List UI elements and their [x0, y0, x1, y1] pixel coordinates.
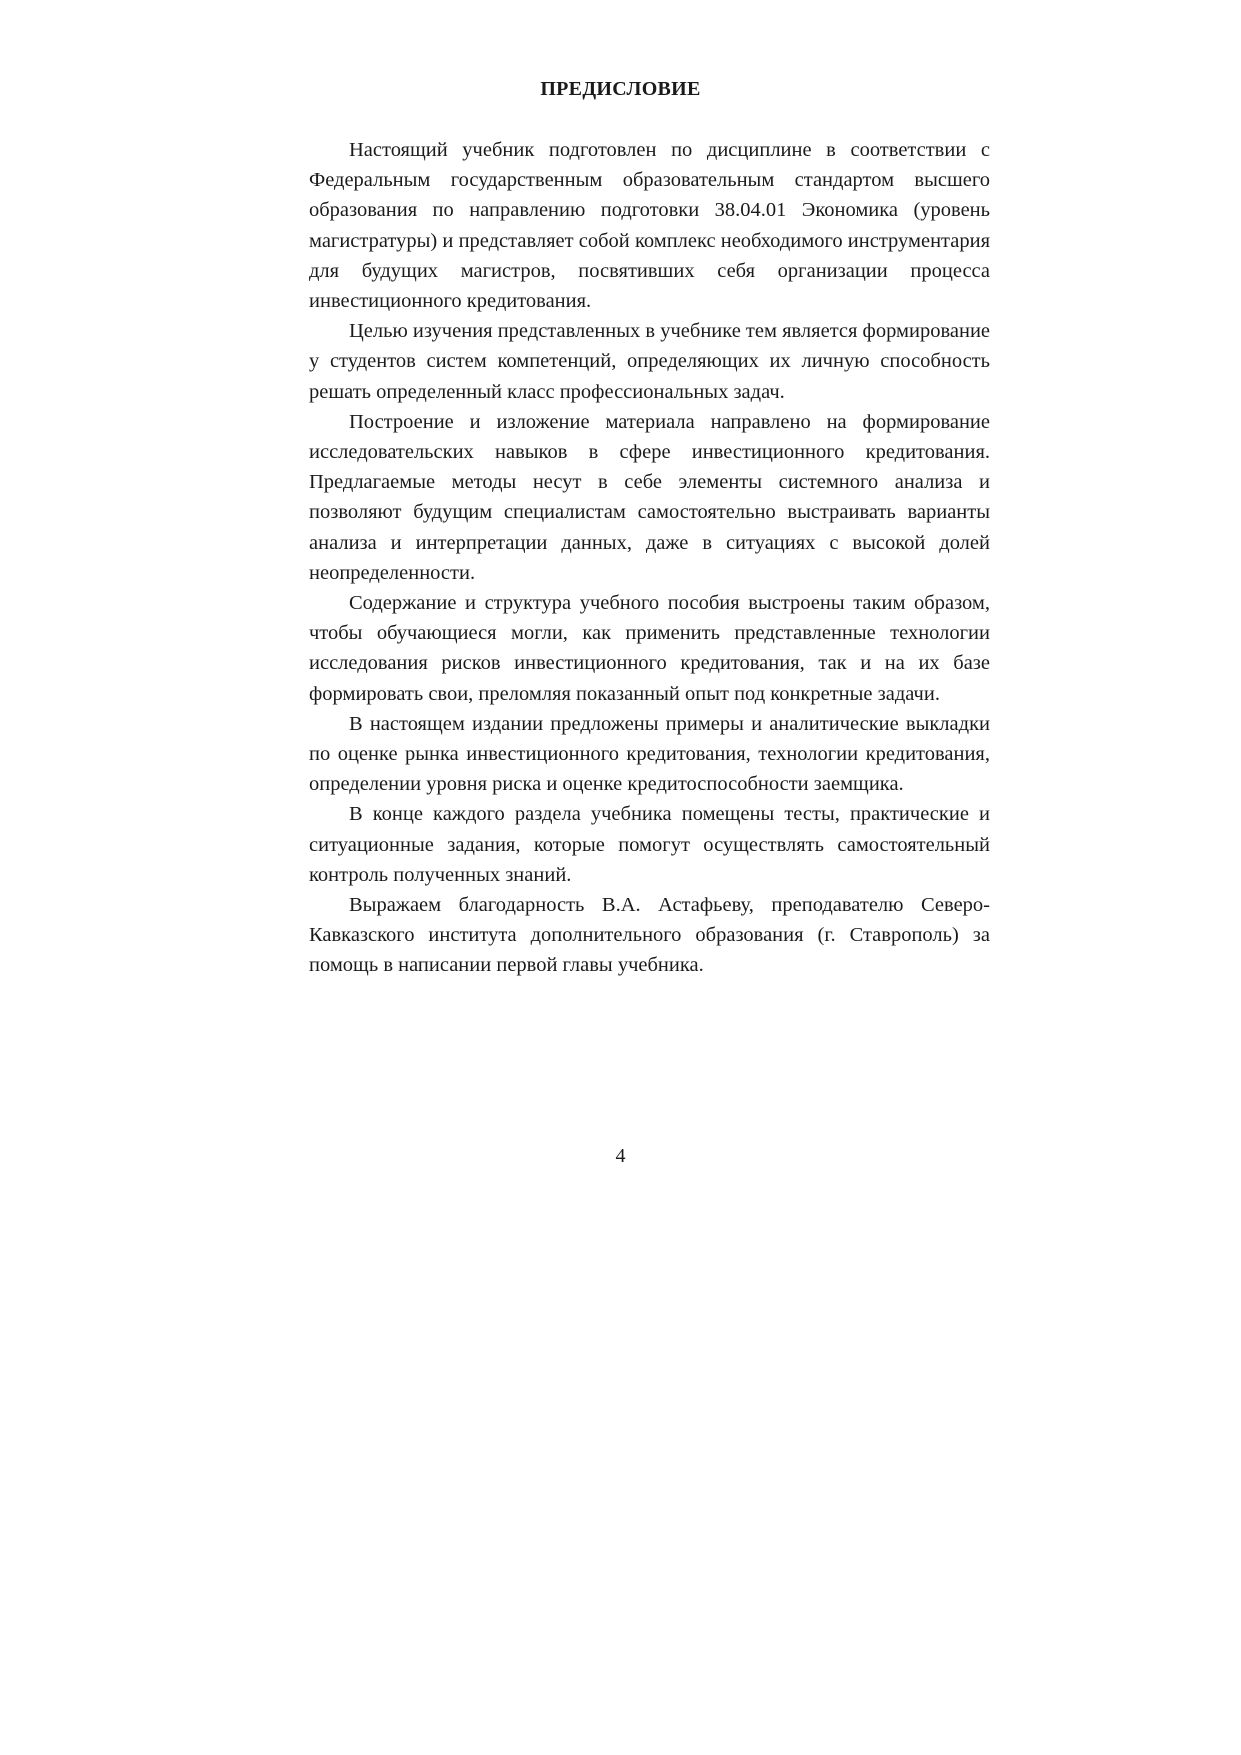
page-title: ПРЕДИСЛОВИЕ — [540, 78, 701, 100]
paragraph-1: Настоящий учебник подготовлен по дисциплине в соответствии с Федеральным государственным образовательным стандартом высшего образования по направлению подготовки 38.04.01 Экономика (уровень магистратуры) и представляет собой комплекс необходимого инструментария для будущих магистров, посвятивших себя организации процесса инвестиционного кредитования. — [309, 139, 990, 313]
paragraph-2: Целью изучения представленных в учебнике тем является формирование у студентов систем компетенций, определяющих их личную способность решать определенный класс профессиональных задач. — [309, 320, 991, 403]
page-number: 4 — [615, 1145, 626, 1167]
paragraph-6: В конце каждого раздела учебника помещены тесты, практические и ситуационные задания, которые помогут осуществлять самостоятельный контроль полученных знаний. — [309, 803, 990, 886]
paragraph-4: Содержание и структура учебного пособия выстроены таким образом, чтобы обучающиеся могли, как применить представленные технологии исследования рисков инвестиционного кредитования, так и на их базе формировать свои, преломляя показанный опыт под конкретные задачи. — [309, 592, 990, 705]
preface-body — [309, 135, 990, 981]
paragraph-3: Построение и изложение материала направлено на формирование исследовательских навыков в сфере инвестиционного кредитования. Предлагаемые методы несут в себе элементы системного анализа и позволяют будущим специалистам самостоятельно выстраивать варианты анализа и интерпретации данных, даже в ситуациях с высокой долей неопределенности. — [309, 410, 990, 584]
paragraph-7: Выражаем благодарность В.А. Астафьеву, преподавателю Северо-Кавказского института дополнительного образования (г. Ставрополь) за помощь в написании первой главы учебника. — [309, 894, 990, 977]
paragraph-5: В настоящем издании предложены примеры и аналитические выкладки по оценке рынка инвестиционного кредитования, технологии кредитования, определении уровня риска и оценке кредитоспособности заемщика. — [309, 712, 990, 796]
